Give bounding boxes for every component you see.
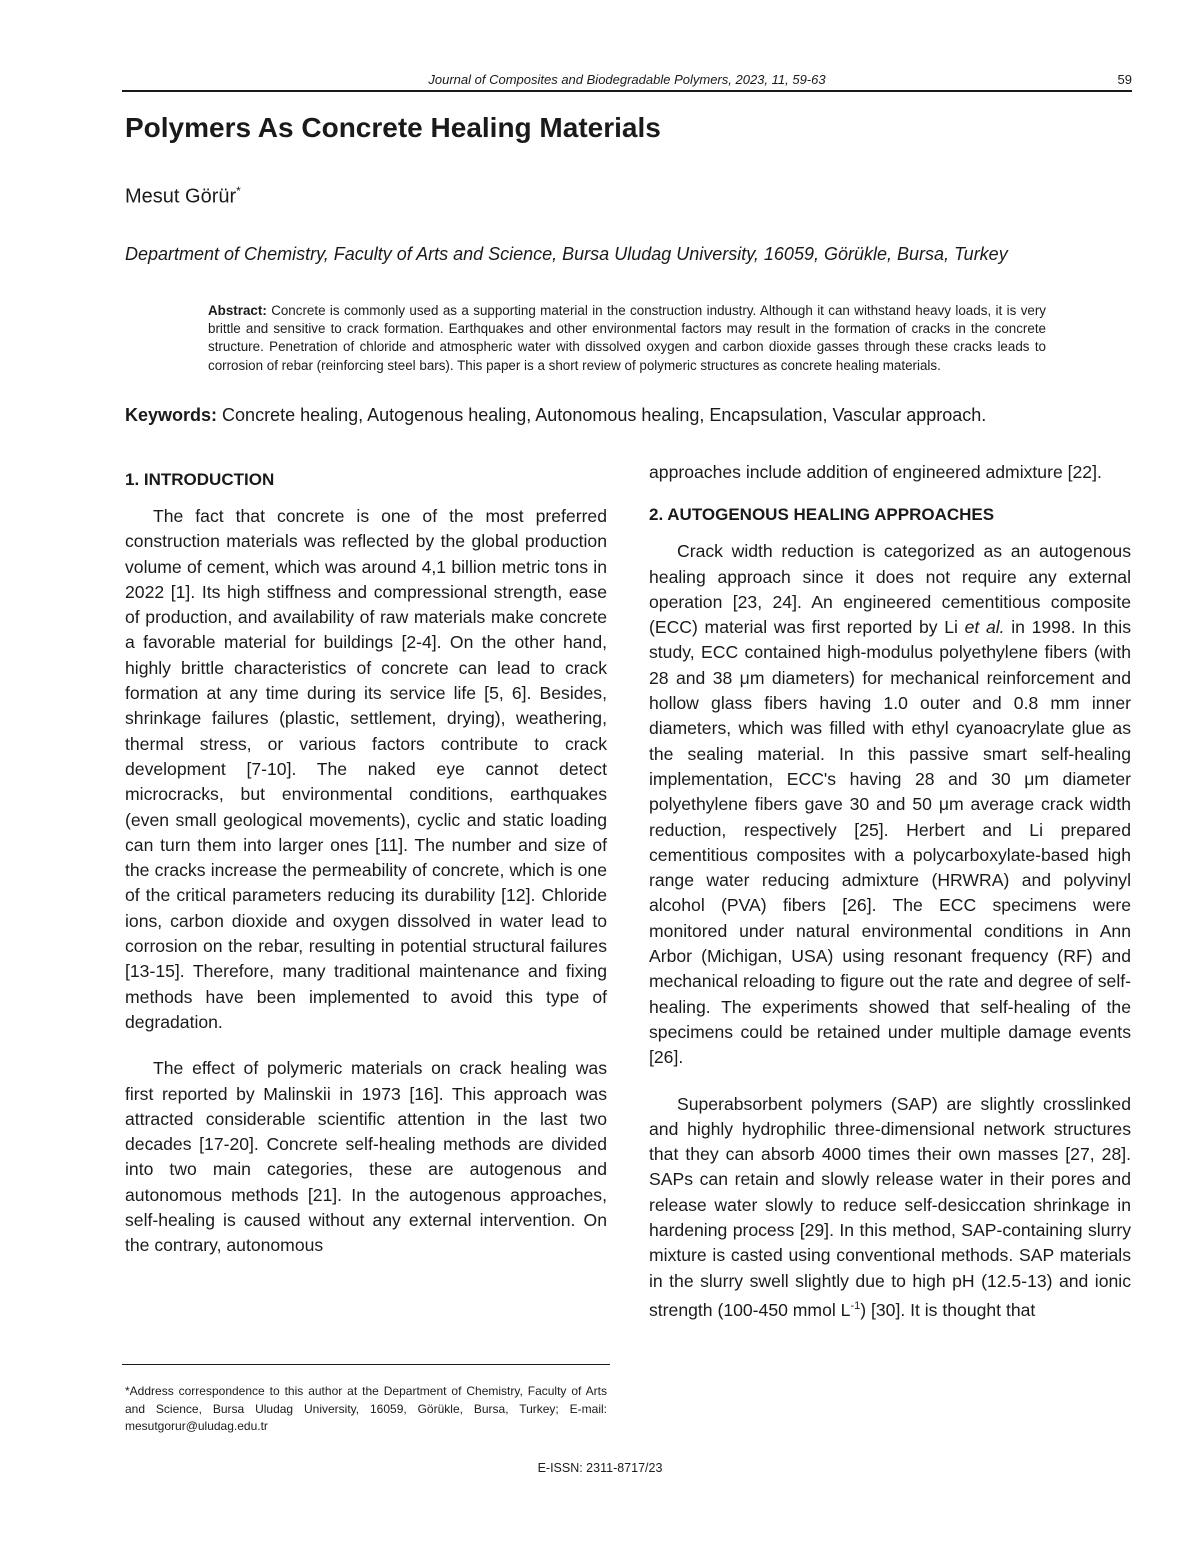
paper-title: Polymers As Concrete Healing Materials bbox=[125, 112, 661, 143]
author bbox=[125, 184, 241, 209]
footnote-rule bbox=[122, 1364, 610, 1365]
footnote: *Address correspondence to this author at the Department of Chemistry, Faculty of Arts and Science, Bursa Uludag University, 16059, Görükle, Bursa, Turkey; E-mail: mesutgorur@uludag.edu.tr bbox=[125, 1384, 607, 1433]
author-name: Mesut Görür bbox=[125, 185, 237, 208]
intro-paragraph-2-continued: approaches include addition of engineered admixture [22]. bbox=[649, 462, 1102, 482]
affiliation: Department of Chemistry, Faculty of Arts and Science, Bursa Uludag University, 16059, Görükle, Bursa, Turkey bbox=[125, 244, 1008, 264]
abstract-label: Abstract: bbox=[208, 303, 267, 318]
autogenous-p1-text-b: in 1998. In this study, ECC contained high-modulus polyethylene fibers (with 28 and 38 μm diameters) for mechanical reinforcement and hollow glass fibers having 1.0 outer and 0.8 mm inner diameters, which was filled with ethyl cyanoacrylate glue as the sealing material. In this passive smart self-healing implementation, ECC's having 28 and 30 μm diameter polyethylene fibers gave 30 and 50 μm average crack width reduction, respectively [25]. Herbert and Li prepared cementitious composites with a polycarboxylate-based high range water reducing admixture (HRWRA) and polyvinyl alcohol (PVA) fibers [26]. The ECC specimens were monitored under natural environmental conditions in Ann Arbor (Michigan, USA) using resonant frequency (RF) and mechanical reloading to figure out the rate and degree of self-healing. The experiments showed that self-healing of the specimens could be retained under multiple damage events [26]. bbox=[649, 617, 1131, 1068]
issn: E-ISSN: 2311-8717/23 bbox=[537, 1461, 663, 1475]
keywords bbox=[125, 405, 986, 426]
keywords-text: Concrete healing, Autogenous healing, Autonomous healing, Encapsulation, Vascular approach. bbox=[222, 405, 987, 425]
autogenous-p1-text-a: Crack width reduction is categorized as an autogenous healing approach since it does not require any external operation [23, 24]. An engineered cementitious composite (ECC) material was first reported by Li bbox=[649, 541, 1131, 638]
abstract bbox=[208, 302, 1046, 375]
autogenous-p2-text-a: Superabsorbent polymers (SAP) are slightly crosslinked and highly hydrophilic three-dimensional network structures that they can absorb 4000 times their own masses [27, 28]. SAPs can retain and slowly release water in their pores and release water slowly to reduce self-desiccation shrinkage in hardening process [29]. In this method, SAP-containing slurry mixture is casted using conventional methods. SAP materials in the slurry swell slightly due to high pH (12.5-13) and ionic strength (100-450 mmol L bbox=[649, 1093, 1131, 1320]
unit-superscript: -1 bbox=[850, 1299, 861, 1312]
intro-paragraph-1: The fact that concrete is one of the most preferred construction materials was reflected by the global production volume of cement, which was around 4,1 billion metric tons in 2022 [1]. Its high stiffness and compressional strength, ease of production, and availability of raw materials make concrete a favorable material for buildings [2-4]. On the other hand, highly brittle characteristics of concrete can lead to crack formation at any time during its service life [5, 6]. Besides, shrinkage failures (plastic, settlement, drying), weathering, thermal stress, or various factors contribute to crack development [7-10]. The naked eye cannot detect microcracks, but environmental conditions, earthquakes (even small geological movements), cyclic and static loading can turn them into larger ones [11]. The number and size of the cracks increase the permeability of concrete, which is one of the critical parameters reducing its durability [12]. Chloride ions, carbon dioxide and oxygen dissolved in water lead to corrosion on the rebar, resulting in potential structural failures [13-15]. Therefore, many traditional maintenance and fixing methods have been implemented to avoid this type of degradation. bbox=[125, 506, 607, 1032]
left-column bbox=[125, 467, 607, 1259]
section-heading-introduction: 1. INTRODUCTION bbox=[125, 470, 275, 489]
keywords-label: Keywords: bbox=[125, 405, 218, 425]
autogenous-paragraph-1 bbox=[649, 539, 1131, 1070]
intro-paragraph-2: The effect of polymeric materials on crack healing was first reported by Malinskii in 1973 [16]. This approach was attracted considerable scientific attention in the last two decades [17-20]. Concrete self-healing methods are divided into two main categories, these are autogenous and autonomous methods [21]. In the autogenous approaches, self-healing is caused without any external intervention. On the contrary, autonomous bbox=[125, 1058, 607, 1256]
et-al: et al. bbox=[964, 617, 1005, 638]
author-mark: * bbox=[236, 184, 241, 198]
autogenous-p2-text-b: ) [30]. It is thought that bbox=[860, 1299, 1036, 1320]
page-number: 59 bbox=[1117, 72, 1132, 87]
running-header bbox=[122, 70, 1132, 90]
abstract-text: Concrete is commonly used as a supporting material in the construction industry. Although it can withstand heavy loads, it is very brittle and sensitive to crack formation. Earthquakes and other environmental factors may result in the formation of cracks in the concrete structure. Penetration of chloride and atmospheric water with dissolved oxygen and carbon dioxide gasses through these cracks leads to corrosion of rebar (reinforcing steel bars). This paper is a short review of polymeric structures as concrete healing materials. bbox=[208, 303, 1046, 373]
header-rule bbox=[122, 90, 1132, 92]
right-column bbox=[649, 460, 1131, 1323]
section-heading-autogenous: 2. AUTOGENOUS HEALING APPROACHES bbox=[649, 505, 995, 525]
journal-citation: Journal of Composites and Biodegradable Polymers, 2023, 11, 59-63 bbox=[428, 72, 826, 87]
autogenous-paragraph-2 bbox=[649, 1092, 1131, 1324]
